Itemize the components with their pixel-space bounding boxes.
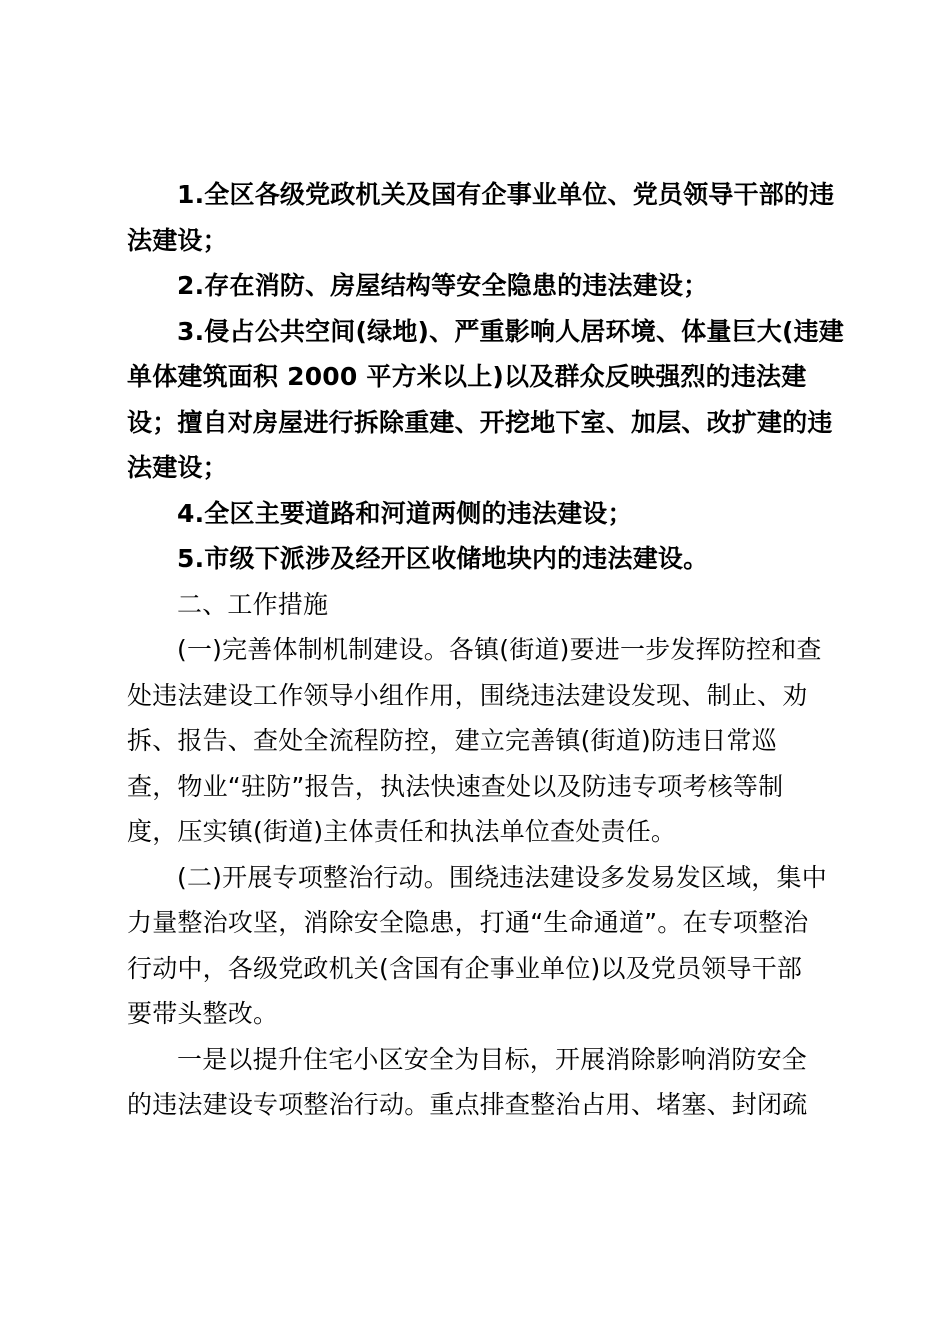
text-line: 5.市级下派涉及经开区收储地块内的违法建设。 [177,544,709,573]
text-line: 力量整治攻坚，消除安全隐患，打通“生命通道”。在专项整治 [127,908,809,937]
text-line: 处违法建设工作领导小组作用，围绕违法建设发现、制止、劝 [127,680,808,710]
paragraph-measure-2-point-1 [127,1037,832,1128]
list-item-4 [127,491,832,537]
text-line: 4.全区主要道路和河道两侧的违法建设； [177,498,633,528]
text-line: (一)完善体制机制建设。各镇(街道)要进一步发挥防控和查 [177,635,822,664]
paragraph-measure-2 [127,855,832,1037]
text-line: 要带头整改。 [127,999,279,1028]
text-line: 行动中，各级党政机关(含国有企事业单位)以及党员领导干部 [127,953,803,983]
text-line: 法建设； [127,453,228,482]
text-line: 拆、报告、查处全流程防控，建立完善镇(街道)防违日常巡 [127,726,777,755]
text-line: 2.存在消防、房屋结构等安全隐患的违法建设； [177,271,709,300]
text-line: 设；擅自对房屋进行拆除重建、开挖地下室、加层、改扩建的违 [127,407,833,437]
text-line: 单体建筑面积 2000 平方米以上)以及群众反映强烈的违法建 [127,362,807,391]
paragraph-measure-1 [127,627,832,855]
section-heading [127,582,832,628]
list-item-1 [127,172,835,263]
text-line: 的违法建设专项整治行动。重点排查整治占用、堵塞、封闭疏 [127,1090,808,1119]
text-line: 法建设； [127,225,228,255]
text-line: 二、工作措施 [177,589,329,619]
text-line: 度，压实镇(街道)主体责任和执法单位查处责任。 [127,817,677,846]
document-body [127,172,844,1128]
text-line: 3.侵占公共空间(绿地)、严重影响人居环境、体量巨大(违建 [177,316,844,346]
text-line: (二)开展专项整治行动。围绕违法建设多发易发区域，集中 [177,862,827,892]
text-line: 一是以提升住宅小区安全为目标，开展消除影响消防安全 [177,1044,808,1074]
list-item-5 [127,536,832,582]
text-line: 查，物业“驻防”报告，执法快速查处以及防违专项考核等制 [127,771,784,801]
list-item-3 [127,309,844,491]
text-line: 1.全区各级党政机关及国有企事业单位、党员领导干部的违 [177,180,835,209]
list-item-2 [127,263,832,309]
